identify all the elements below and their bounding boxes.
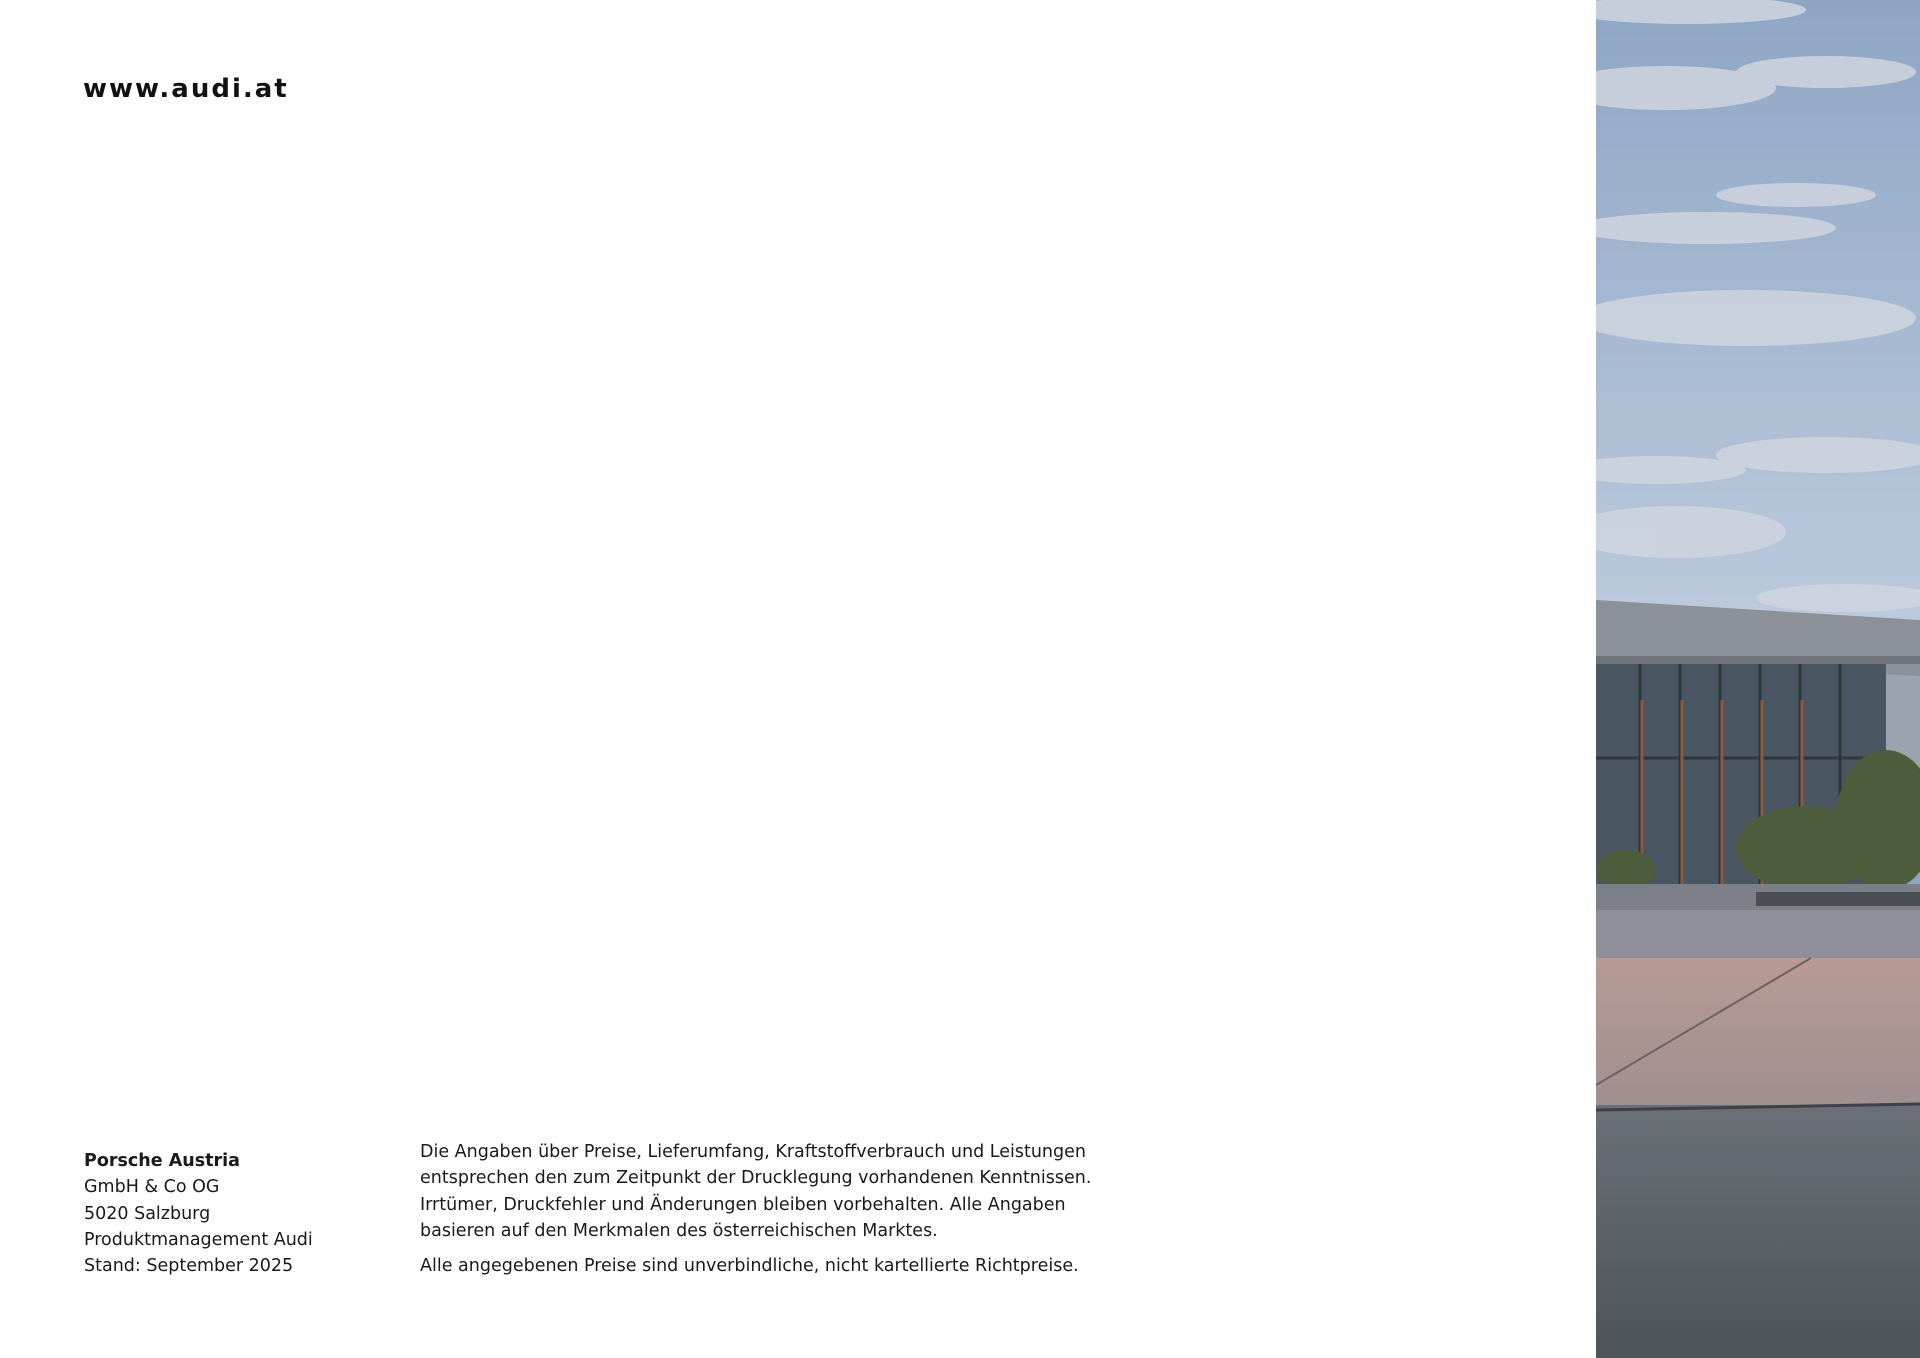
imprint-line: 5020 Salzburg xyxy=(84,1203,211,1224)
building-photo xyxy=(1596,0,1920,1358)
legal-disclaimer xyxy=(420,1139,1100,1288)
disclaimer-line: basieren auf den Merkmalen des österreichischen Marktes. xyxy=(420,1220,938,1241)
disclaimer-line: Irrtümer, Druckfehler und Änderungen bleiben vorbehalten. Alle Angaben xyxy=(420,1194,1066,1215)
website-url[interactable]: www.audi.at xyxy=(83,74,289,104)
imprint-company: Porsche Austria xyxy=(84,1151,240,1171)
imprint-line: GmbH & Co OG xyxy=(84,1177,220,1198)
road xyxy=(1596,1105,1920,1358)
disclaimer-line: Die Angaben über Preise, Lieferumfang, Kraftstoffverbrauch und Leistungen xyxy=(420,1142,1086,1162)
imprint-line: Produktmanagement Audi xyxy=(84,1229,313,1250)
walkway xyxy=(1596,910,1920,962)
disclaimer-paragraph-2: Alle angegebenen Preise sind unverbindliche, nicht kartellierte Richtpreise. xyxy=(420,1256,1079,1277)
imprint-line: Stand: September 2025 xyxy=(84,1256,294,1277)
imprint-block xyxy=(84,1148,384,1279)
disclaimer-paragraph-1 xyxy=(420,1139,1100,1244)
disclaimer-line: entsprechen den zum Zeitpunkt der Drucklegung vorhandenen Kenntnissen. xyxy=(420,1168,1092,1189)
plaza xyxy=(1596,958,1920,1110)
